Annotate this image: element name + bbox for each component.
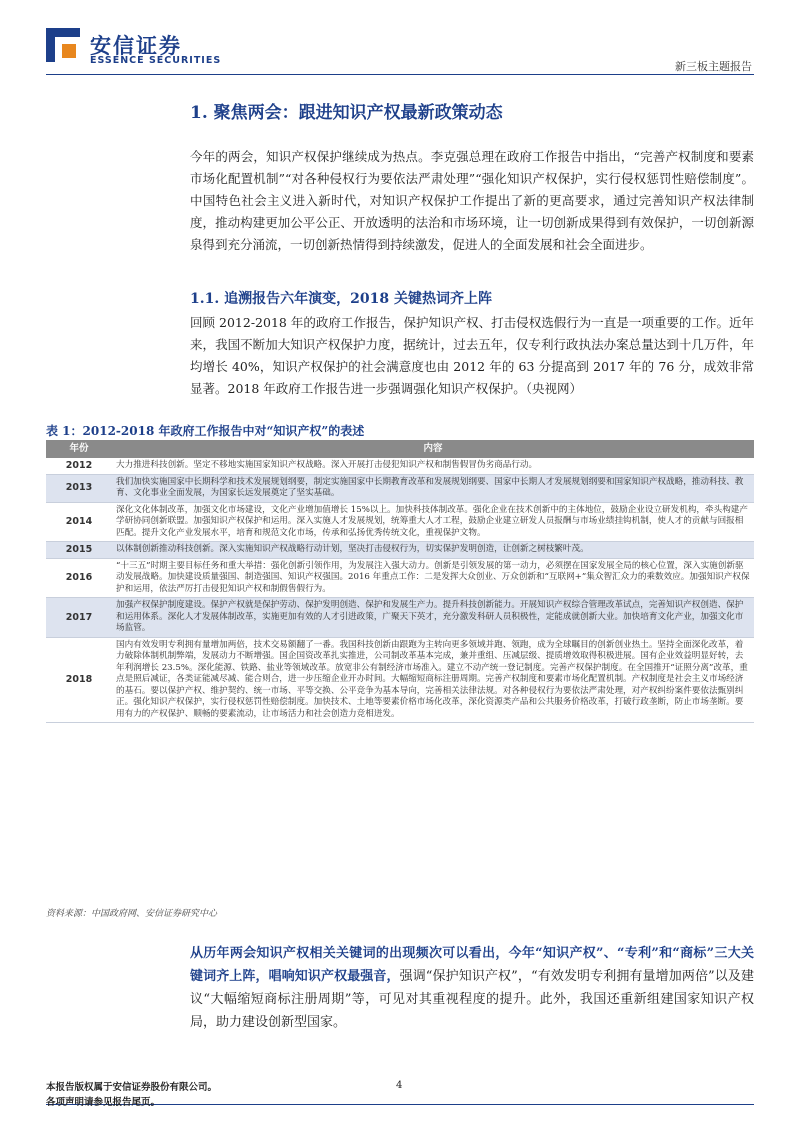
- row-content: 我们加快实施国家中长期科学和技术发展规划纲要，制定实施国家中长期教育改革和发展规划纲要、国家中长期人才发展规划纲要和国家知识产权战略，推动科技、教育、文化事业全面发展，为国家长远发展奠定了坚实基础。: [112, 474, 754, 502]
- ipr-table: [46, 440, 754, 723]
- row-year: 2015: [46, 542, 112, 559]
- brand-name-cn: 安信证券: [90, 34, 182, 58]
- table-title: 表 1：2012-2018 年政府工作报告中对“知识产权”的表述: [46, 424, 365, 438]
- brand-name-en: ESSENCE SECURITIES: [90, 55, 222, 66]
- subsection-paragraph: 回顾 2012-2018 年的政府工作报告，保护知识产权、打击侵权选假行为一直是一项重要的工作。近年来，我国不断加大知识产权保护力度，据统计，过去五年，仅专利行政执法办案总量达到十几万件，年均增长 40%，知识产权保护的社会满意度也由 2012 年的 63 分提高到 2017 年的 76 分，成效非常显著。2018 年政府工作报告进一步强调强化知识产权保护。（央视网）: [190, 315, 754, 396]
- footer-copyright: 本报告版权属于安信证券股份有限公司。: [46, 1082, 218, 1093]
- table-row: [46, 502, 754, 542]
- section-paragraph: 今年的两会，知识产权保护继续成为热点。李克强总理在政府工作报告中指出，“完善产权制度和要素市场化配置机制”“对各种侵权行为要依法严肃处理”“强化知识产权保护，实行侵权惩罚性赔偿制度”。中国特色社会主义进入新时代，对知识产权保护工作提出了新的更高要求，通过完善知识产权法律制度，推动构建更加公平公正、开放透明的法治和市场环境，让一切创新成果得到有效保护，一切创新源泉得到充分涌流，一切创新热情得到持续激发，促进人的全面发展和社会全面进步。: [190, 149, 754, 252]
- section-title: 1. 聚焦两会：跟进知识产权最新政策动态: [190, 103, 503, 123]
- row-year: 2017: [46, 598, 112, 638]
- row-content: 大力推进科技创新。坚定不移地实施国家知识产权战略。深入开展打击侵犯知识产权和制售假冒伪劣商品行动。: [112, 458, 754, 474]
- row-year: 2012: [46, 458, 112, 474]
- table-row: [46, 542, 754, 559]
- footer-disclaimer: 各项声明请参见报告尾页。: [46, 1097, 161, 1108]
- brand-logo-icon: [46, 28, 80, 62]
- table-row: [46, 637, 754, 723]
- row-content: 国内有效发明专利拥有量增加两倍，技术交易额翻了一番。我国科技创新由跟跑为主转向更多领域并跑、领跑，成为全球瞩目的创新创业热土。坚持全面深化改革，着力破除体制机制弊端，发展动力不断增强。国企国资改革扎实推进，公司制改革基本完成，兼并重组、压减层级、提质增效取得积极进展。国有企业效益明显好转，去年利润增长 23.5%。深化能源、铁路、盐业等领域改革。放宽非公有制经济市场准入。建立不动产统一登记制度。完善产权保护制度。在全国推开“证照分离”改革，重点是照后减证，各类证能减尽减、能合则合，进一步压缩企业开办时间。大幅缩短商标注册周期。完善产权制度和要素市场化配置机制。产权制度是社会主义市场经济的基石。要以保护产权、维护契约、统一市场、平等交换、公平竞争为基本导向，完善相关法律法规。对各种侵权行为要依法严肃处理，对产权纠纷案件要依法甄别纠正。强化知识产权保护，实行侵权惩罚性赔偿制度。加快技术、土地等要素价格市场化改革，深化资源类产品和公共服务价格改革，打破行政垄断，防止市场垄断。要用有力的产权保护、顺畅的要素流动，让市场活力和社会创造力竞相迸发。: [112, 637, 754, 723]
- row-content: “十三五”时期主要目标任务和重大举措：强化创新引领作用，为发展注入强大动力。创新是引领发展的第一动力，必须摆在国家发展全局的核心位置，深入实施创新驱动发展战略。加快建设质量强国、制造强国、知识产权强国。2016 年重点工作：二是发挥大众创业、万众创新和“互联网+”集众智汇众力的乘数效应。加强知识产权保护和运用，依法严厉打击侵犯知识产权和制假售假行为。: [112, 558, 754, 598]
- row-year: 2014: [46, 502, 112, 542]
- table-row: [46, 474, 754, 502]
- conclusion-text: 强调“保护知识产权”，“有效发明专利拥有量增加两倍”以及建议“大幅缩短商标注册周期”等，可见对其重视程度的提升。此外，我国还重新组建国家知识产权局，助力建设创新型国家。: [190, 969, 754, 1030]
- report-type: 新三板主题报告: [675, 60, 752, 73]
- page-number: 4: [396, 1080, 403, 1091]
- subsection-title: 1.1. 追溯报告六年演变，2018 关键热词齐上阵: [190, 291, 492, 307]
- row-content: 加强产权保护制度建设。保护产权就是保护劳动、保护发明创造、保护和发展生产力。提升科技创新能力。开展知识产权综合管理改革试点，完善知识产权创造、保护和运用体系。深化人才发展体制改革，实施更加有效的人才引进政策，广聚天下英才，充分激发科研人员积极性，定能成就创新大业。加快培育文化产业，加强文化市场监管。: [112, 598, 754, 638]
- col-header-content: 内容: [112, 440, 754, 458]
- table-row: [46, 558, 754, 598]
- conclusion-highlight: 从历年两会知识产权相关关键词的出现频次可以看出，今年“知识产权”、“专利”和“商标”三大关键词齐上阵，唱响知识产权最强音，: [190, 946, 754, 984]
- row-year: 2013: [46, 474, 112, 502]
- table-row: [46, 598, 754, 638]
- row-year: 2016: [46, 558, 112, 598]
- row-year: 2018: [46, 637, 112, 723]
- table-row: [46, 458, 754, 474]
- table-source: 资料来源：中国政府网、安信证券研究中心: [46, 909, 218, 919]
- header-divider: [46, 74, 754, 75]
- row-content: 深化文化体制改革，加强文化市场建设，文化产业增加值增长 15%以上。加快科技体制改革。强化企业在技术创新中的主体地位，鼓励企业设立研发机构，牵头构建产学研协同创新联盟。加强知识产权保护和运用。深入实施人才发展规划，统筹重大人才工程，鼓励企业建立研发人员报酬与市场业绩挂钩机制，使人才的贡献与回报相匹配。提升文化产业发展水平，培育和规范文化市场，传承和弘扬优秀传统文化，重视保护文物。: [112, 502, 754, 542]
- conclusion-paragraph: [190, 942, 754, 1034]
- col-header-year: 年份: [46, 440, 112, 458]
- row-content: 以体制创新推动科技创新。深入实施知识产权战略行动计划，坚决打击侵权行为，切实保护发明创造，让创新之树枝繁叶茂。: [112, 542, 754, 559]
